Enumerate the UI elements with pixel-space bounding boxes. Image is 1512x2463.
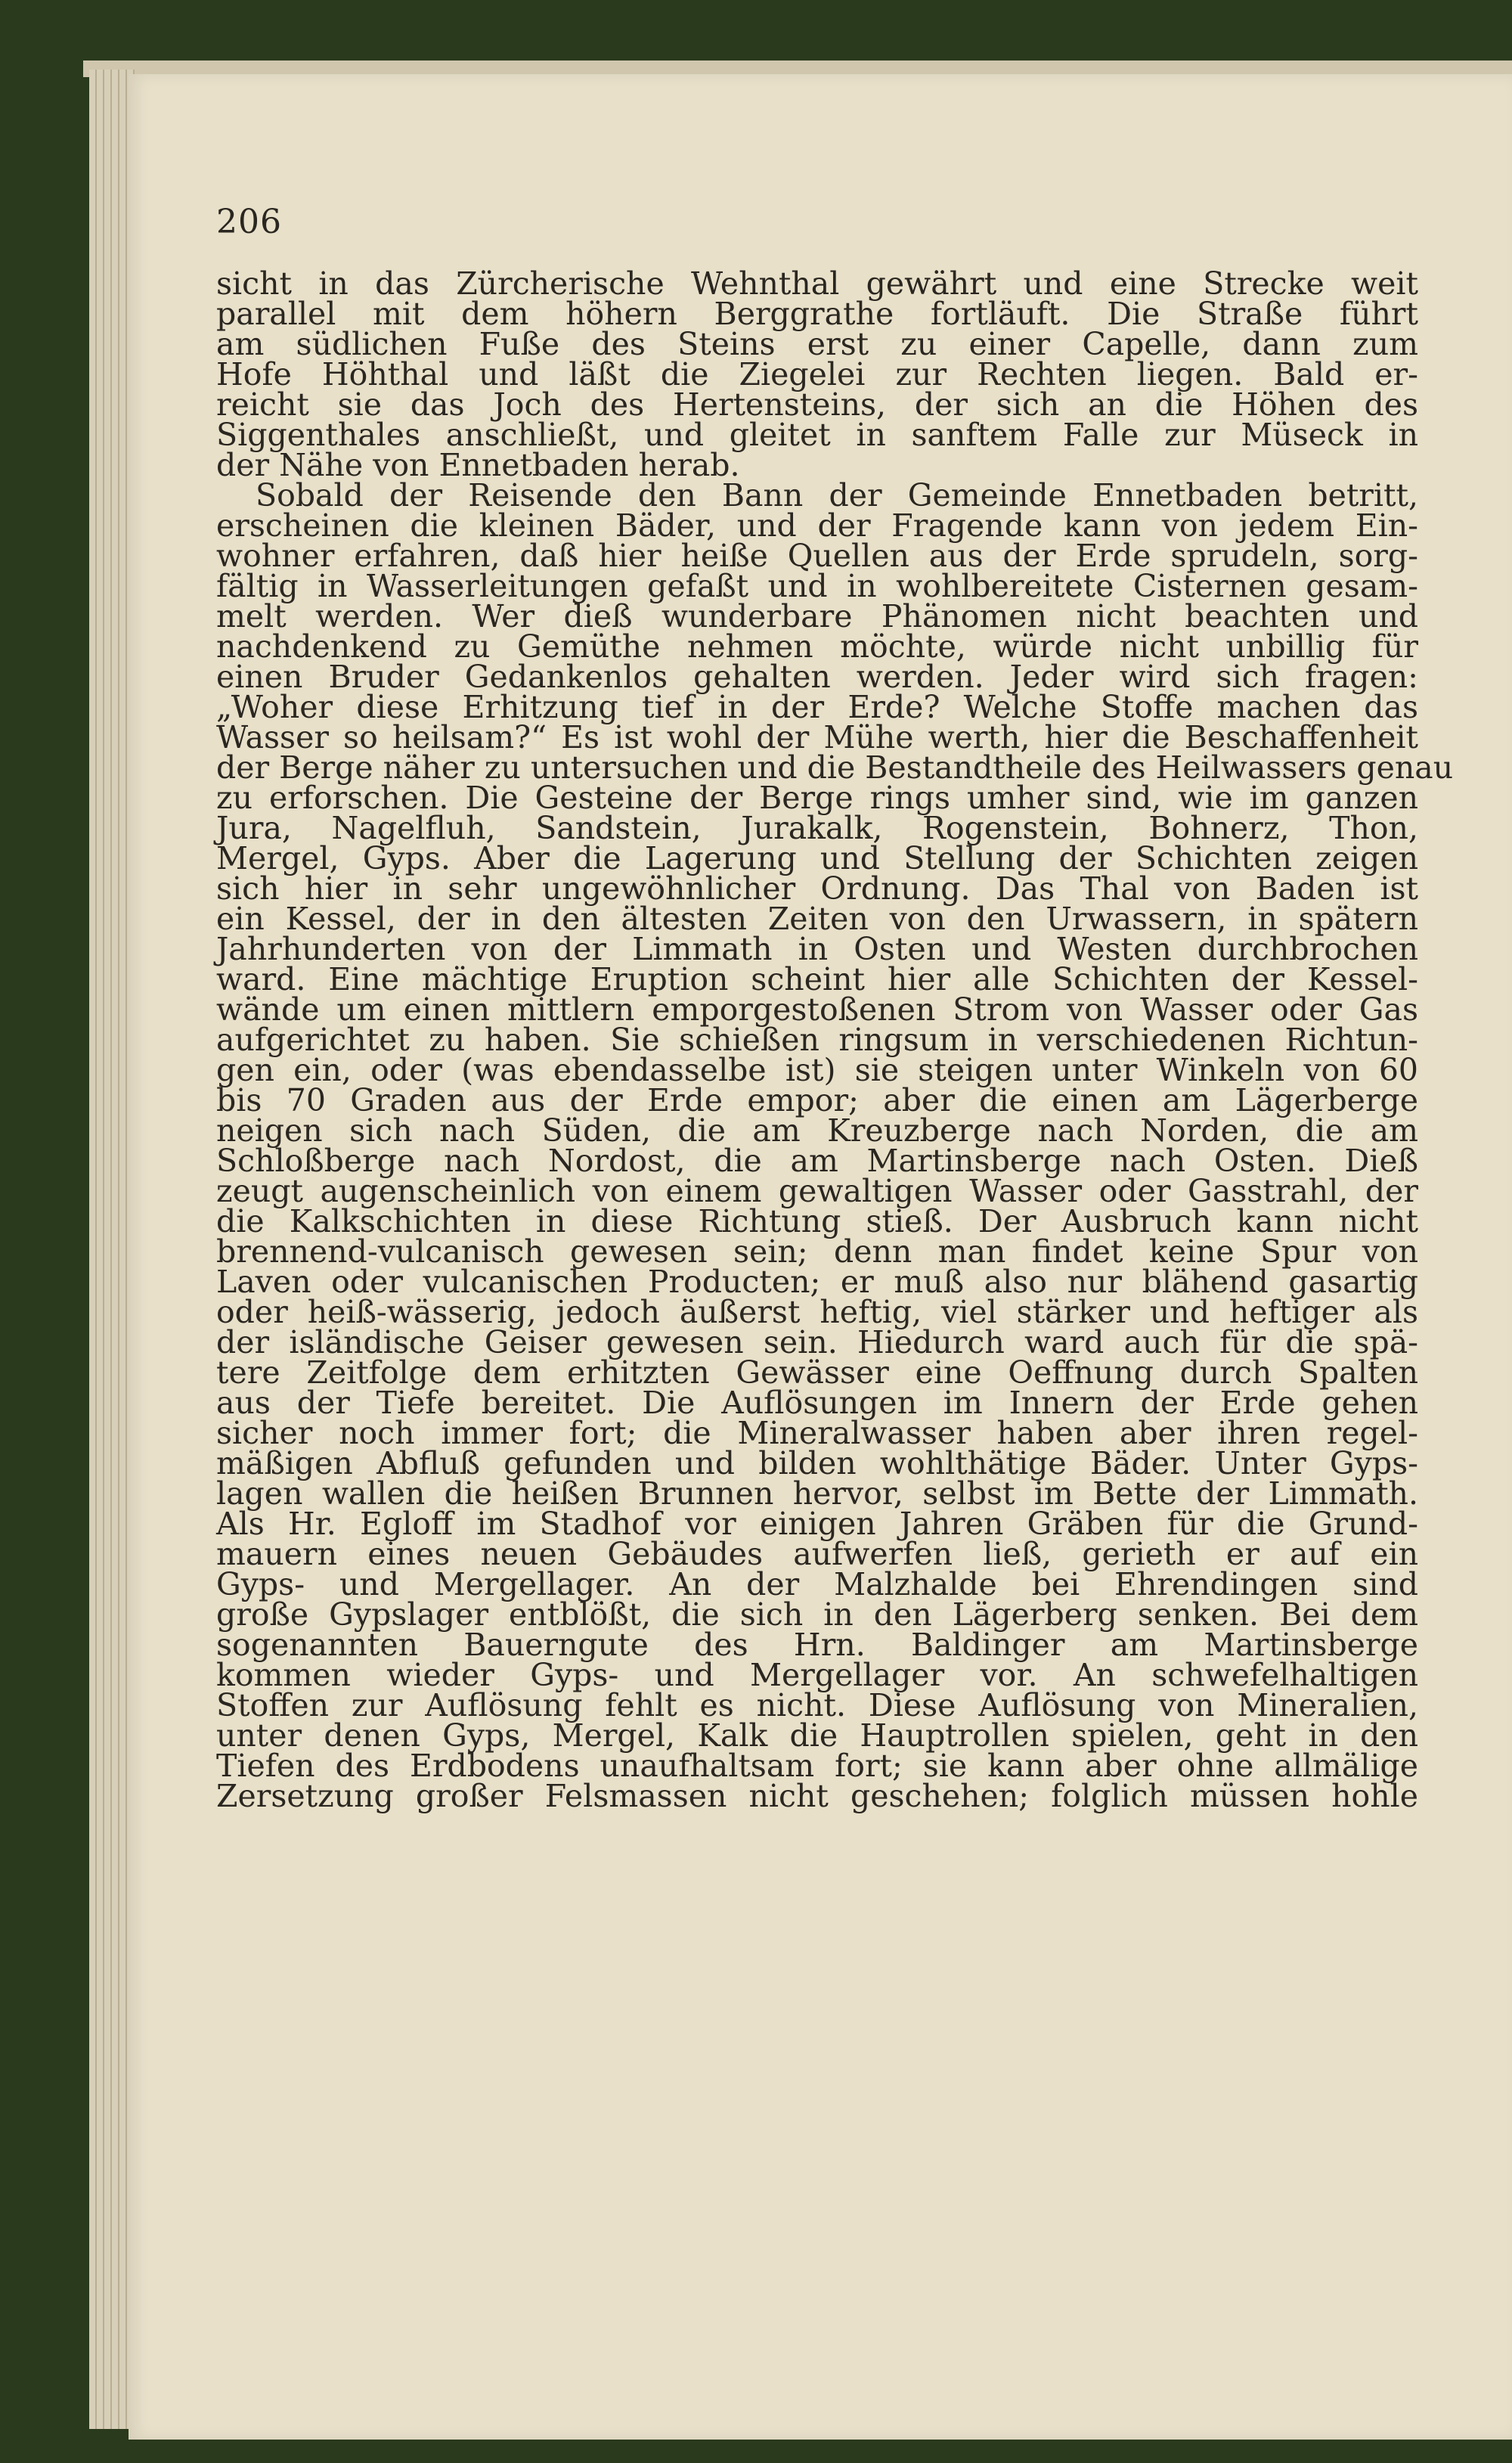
text-line: parallel mit dem höhern Berggrathe fortläuft. Die Straße führt <box>216 296 1418 332</box>
text-line: wände um einen mittlern emporgestoßenen Strom von Wasser oder Gas <box>216 991 1418 1028</box>
text-line: Schloßberge nach Nordost, die am Martinsberge nach Osten. Dieß <box>216 1143 1418 1179</box>
text-line: Tiefen des Erdbodens unaufhaltsam fort; sie kann aber ohne allmälige <box>216 1748 1418 1784</box>
text-line: die Kalkschichten in diese Richtung stieß. Der Ausbruch kann nicht <box>216 1203 1418 1239</box>
text-line: sich hier in sehr ungewöhnlicher Ordnung. Das Thal von Baden ist <box>216 870 1418 907</box>
text-line: ein Kessel, der in den ältesten Zeiten von den Urwassern, in spätern <box>216 901 1418 937</box>
text-line: Zersetzung großer Felsmassen nicht geschehen; folglich müssen hohle <box>216 1778 1418 1814</box>
text-line: sicht in das Zürcherische Wehnthal gewährt und eine Strecke weit <box>216 265 1418 302</box>
text-line: Stoffen zur Auflösung fehlt es nicht. Diese Auflösung von Mineralien, <box>216 1687 1418 1723</box>
text-line: Wasser so heilsam?“ Es ist wohl der Mühe werth, hier die Beschaffenheit <box>216 719 1418 755</box>
text-line: erscheinen die kleinen Bäder, und der Fragende kann von jedem Ein- <box>216 507 1418 544</box>
text-line: große Gypslager entblößt, die sich in den Lägerberg senken. Bei dem <box>216 1596 1418 1633</box>
text-line: „Woher diese Erhitzung tief in der Erde? Welche Stoffe machen das <box>216 689 1418 725</box>
text-line: Hofe Höhthal und läßt die Ziegelei zur Rechten liegen. Bald er- <box>216 356 1418 392</box>
text-line: zu erforschen. Die Gesteine der Berge rings umher sind, wie im ganzen <box>216 780 1418 816</box>
text-line: aus der Tiefe bereitet. Die Auflösungen im Innern der Erde gehen <box>216 1385 1418 1421</box>
text-line: gen ein, oder (was ebendasselbe ist) sie steigen unter Winkeln von 60 <box>216 1052 1418 1088</box>
text-line: sogenannten Bauerngute des Hrn. Baldinger am Martinsberge <box>216 1627 1418 1663</box>
text-line: mäßigen Abfluß gefunden und bilden wohlthätige Bäder. Unter Gyps- <box>216 1445 1418 1481</box>
text-line: oder heiß-wässerig, jedoch äußerst heftig, viel stärker und heftiger als <box>216 1294 1418 1330</box>
text-line: Laven oder vulcanischen Producten; er muß also nur blähend gasartig <box>216 1264 1418 1300</box>
text-line: einen Bruder Gedankenlos gehalten werden. Jeder wird sich fragen: <box>216 659 1418 695</box>
text-line: kommen wieder Gyps- und Mergellager vor. An schwefelhaltigen <box>216 1657 1418 1693</box>
text-line: Jahrhunderten von der Limmath in Osten und Westen durchbrochen <box>216 931 1418 967</box>
text-line: tere Zeitfolge dem erhitzten Gewässer eine Oeffnung durch Spalten <box>216 1354 1418 1391</box>
text-line: Siggenthales anschließt, und gleitet in sanftem Falle zur Müseck in <box>216 417 1418 453</box>
text-line: sicher noch immer fort; die Mineralwasser haben aber ihren regel- <box>216 1415 1418 1451</box>
text-line: bis 70 Graden aus der Erde empor; aber die einen am Lägerberge <box>216 1082 1418 1118</box>
page-edges <box>89 70 135 2429</box>
text-line: lagen wallen die heißen Brunnen hervor, selbst im Bette der Limmath. <box>216 1475 1418 1512</box>
text-line: brennend-vulcanisch gewesen sein; denn man findet keine Spur von <box>216 1233 1418 1270</box>
text-line: Sobald der Reisende den Bann der Gemeinde Ennetbaden betritt, <box>256 477 1418 513</box>
text-line: der Berge näher zu untersuchen und die Bestandtheile des Heilwassers genau <box>216 749 1454 786</box>
text-line: Als Hr. Egloff im Stadhof vor einigen Jahren Gräben für die Grund- <box>216 1506 1418 1542</box>
text-line: Jura, Nagelfluh, Sandstein, Jurakalk, Rogenstein, Bohnerz, Thon, <box>216 810 1418 846</box>
text-line: der Nähe von Ennetbaden herab. <box>216 447 740 483</box>
text-line: fältig in Wasserleitungen gefaßt und in wohlbereitete Cisternen gesam- <box>216 568 1418 604</box>
text-line: Gyps- und Mergellager. An der Malzhalde bei Ehrendingen sind <box>216 1566 1418 1602</box>
page-number: 206 <box>216 203 282 241</box>
text-line: am südlichen Fuße des Steins erst zu einer Capelle, dann zum <box>216 326 1418 362</box>
text-line: melt werden. Wer dieß wunderbare Phänomen nicht beachten und <box>216 598 1418 634</box>
text-line: Mergel, Gyps. Aber die Lagerung und Stellung der Schichten zeigen <box>216 840 1418 876</box>
text-line: unter denen Gyps, Mergel, Kalk die Hauptrollen spielen, geht in den <box>216 1717 1418 1754</box>
text-line: reicht sie das Joch des Hertensteins, der sich an die Höhen des <box>216 386 1418 423</box>
text-line: aufgerichtet zu haben. Sie schießen ringsum in verschiedenen Richtun- <box>216 1022 1418 1058</box>
text-line: ward. Eine mächtige Eruption scheint hier alle Schichten der Kessel- <box>216 961 1418 997</box>
text-line: wohner erfahren, daß hier heiße Quellen aus der Erde sprudeln, sorg- <box>216 538 1418 574</box>
text-line: nachdenkend zu Gemüthe nehmen möchte, würde nicht unbillig für <box>216 628 1418 665</box>
text-line: neigen sich nach Süden, die am Kreuzberge nach Norden, die am <box>216 1112 1418 1149</box>
text-line: der isländische Geiser gewesen sein. Hiedurch ward auch für die spä- <box>216 1324 1418 1360</box>
body-text <box>216 265 1454 1814</box>
text-line: mauern eines neuen Gebäudes aufwerfen ließ, gerieth er auf ein <box>216 1536 1418 1572</box>
text-line: zeugt augenscheinlich von einem gewaltigen Wasser oder Gasstrahl, der <box>216 1173 1418 1209</box>
